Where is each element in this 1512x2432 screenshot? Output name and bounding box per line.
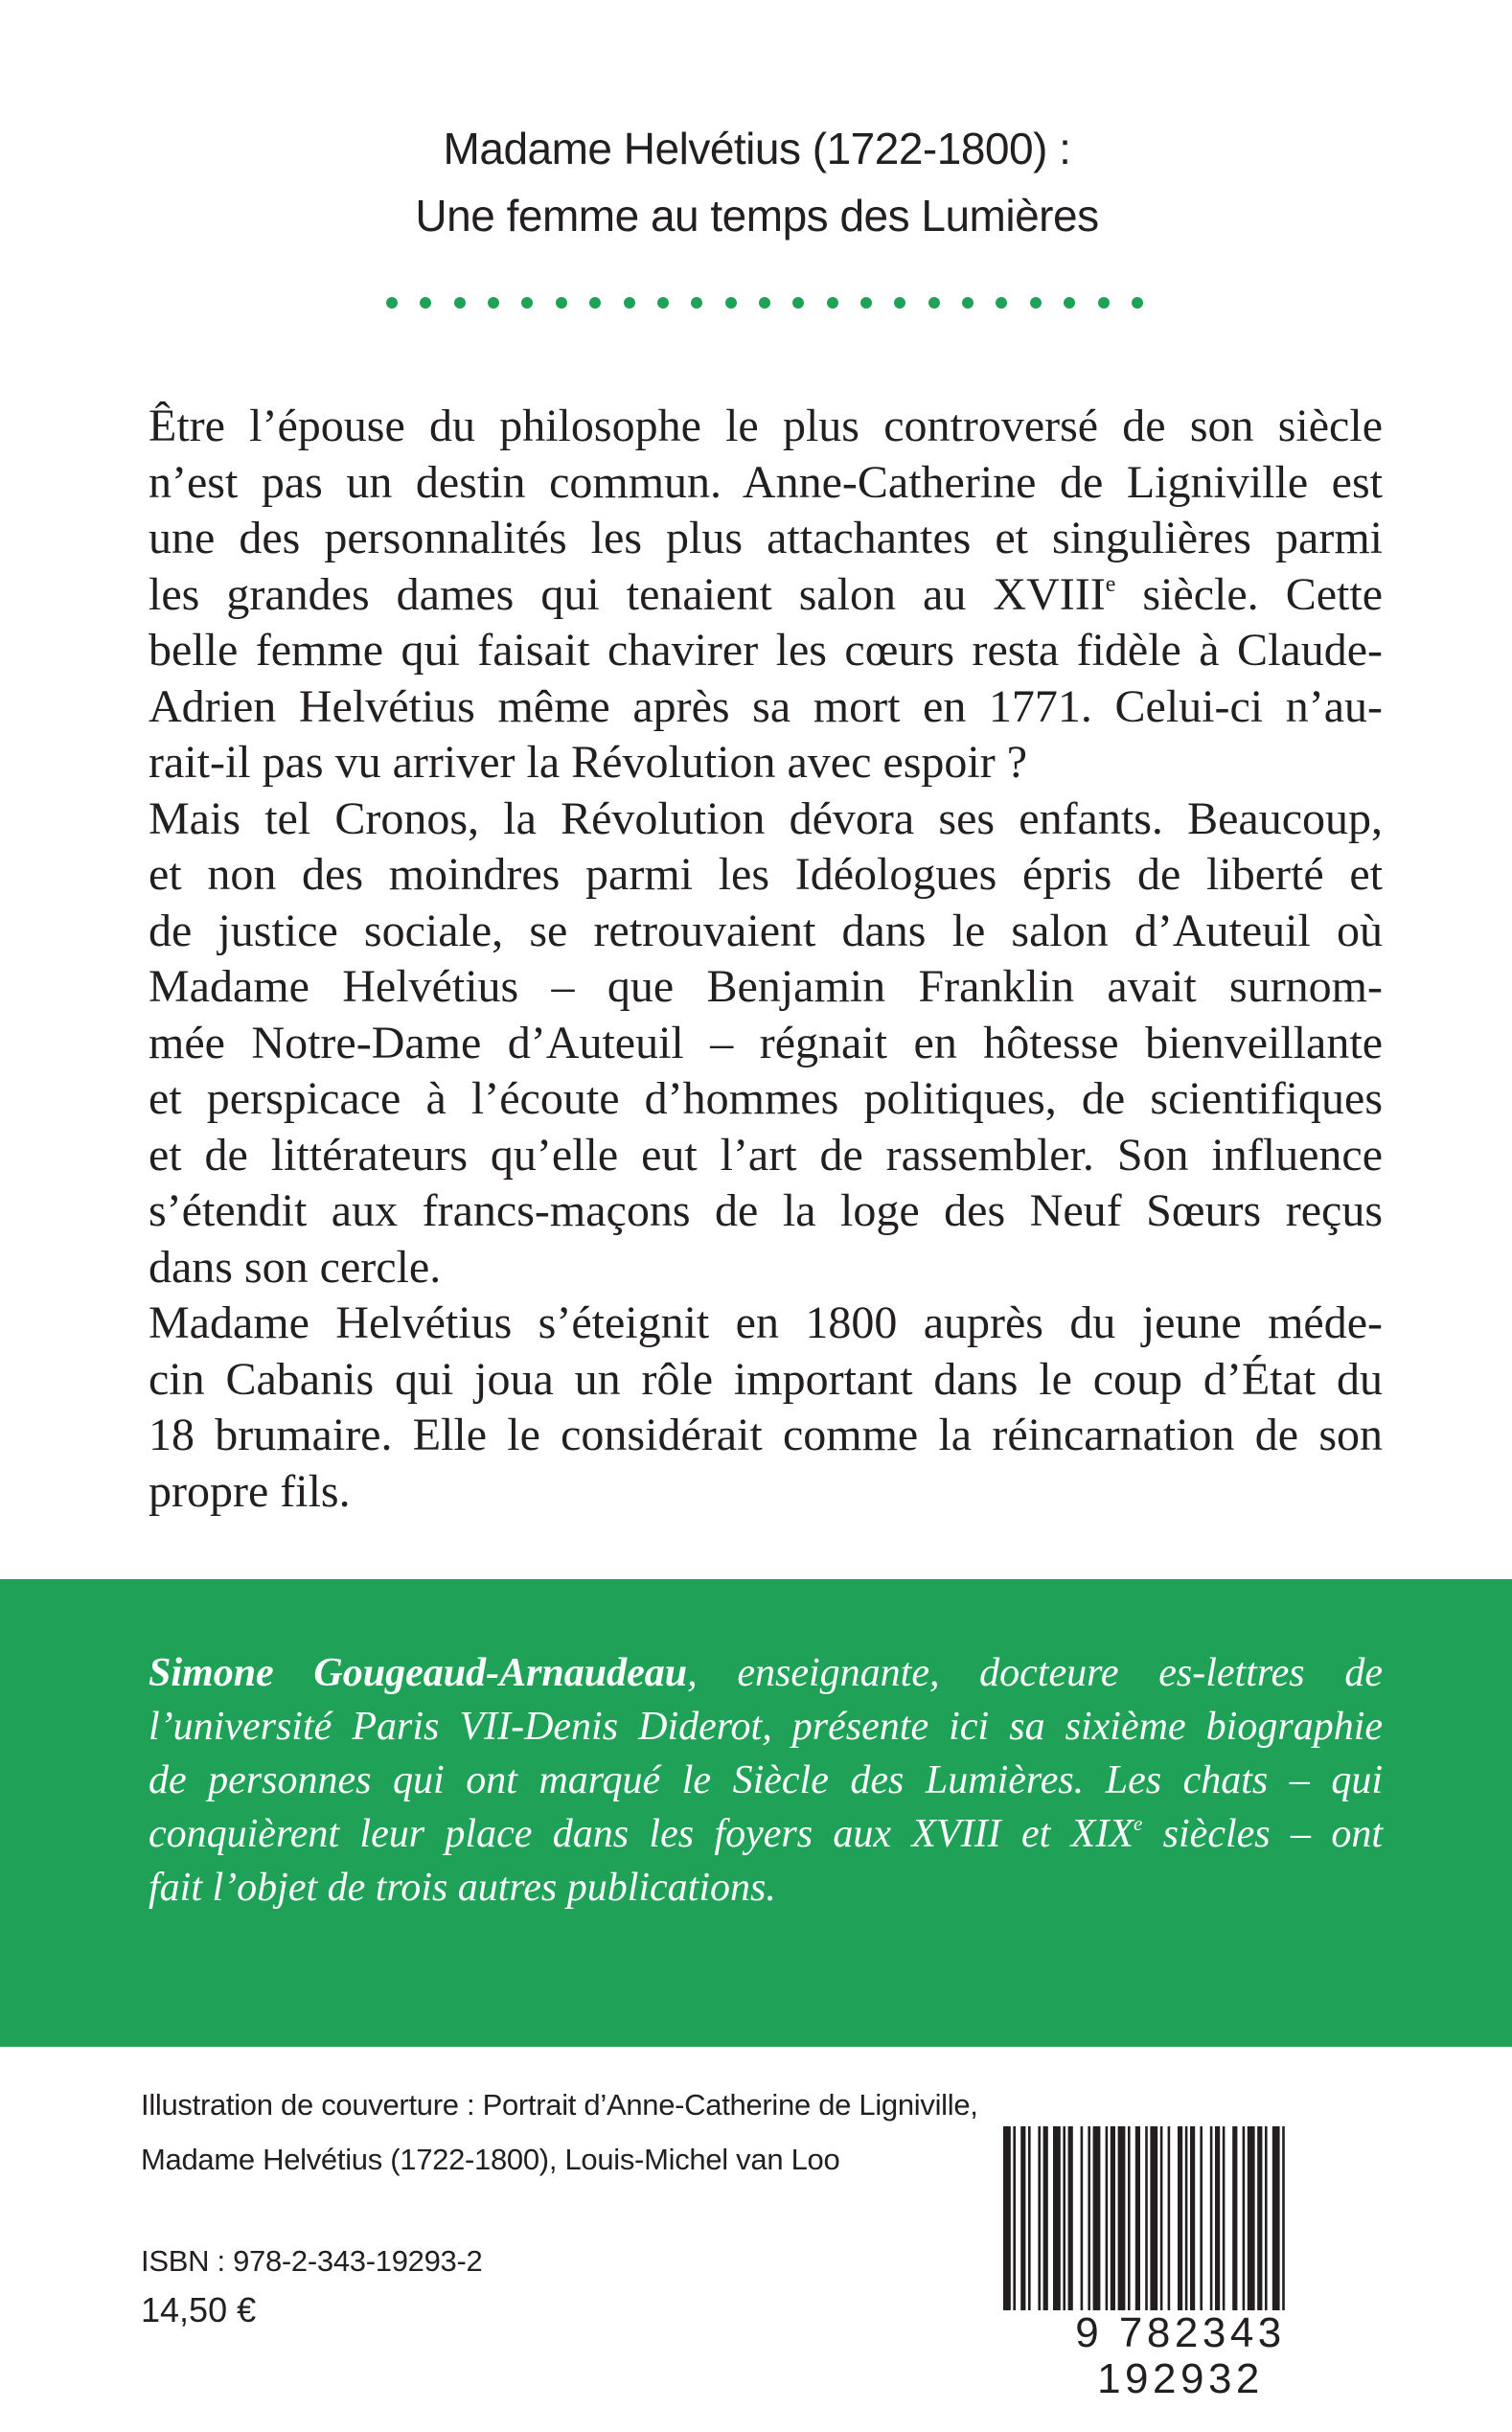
blurb-line: mée Notre-Dame d’Auteuil – régnait en hôtesse bienveillante: [149, 1017, 1383, 1068]
blurb-line: 18 brumaire. Elle le considérait comme la réincarnation de son: [149, 1410, 1383, 1460]
back-cover-blurb: [149, 399, 1383, 1520]
blurb-line: Mais tel Cronos, la Révolution dévora ses enfants. Beaucoup,: [149, 792, 1383, 844]
blurb-line: Madame Helvétius s’éteignit en 1800 auprès du jeune méde-: [149, 1297, 1383, 1348]
isbn: ISBN : 978-2-343-19293-2: [141, 2244, 483, 2278]
barcode-bars: [994, 2126, 1367, 2318]
blurb-line: Adrien Helvétius même après sa mort en 1771. Celui-ci n’au-: [149, 680, 1383, 732]
blurb-line: propre fils.: [149, 1465, 351, 1517]
bio-line: Simone Gougeaud-Arnaudeau, enseignante, docteure es-lettres de: [149, 1651, 1383, 1695]
blurb-line: Madame Helvétius – que Benjamin Franklin avait surnom-: [149, 961, 1383, 1012]
barcode-digits: 9 782343 192932: [994, 2310, 1367, 2402]
title-line-2: Une femme au temps des Lumières: [415, 191, 1099, 241]
blurb-line: de justice sociale, se retrouvaient dans le salon d’Auteuil où: [149, 905, 1383, 956]
credit-line-1: Illustration de couverture : Portrait d’Anne-Catherine de Ligniville,: [141, 2088, 978, 2122]
blurb-line: dans son cercle.: [149, 1241, 442, 1293]
blurb-line: cin Cabanis qui joua un rôle important dans le coup d’État du: [149, 1353, 1383, 1405]
blurb-line: une des personnalités les plus attachantes et singulières parmi: [149, 513, 1383, 563]
author-bio: [149, 1646, 1383, 1915]
author-name: Simone Gougeaud-Arnaudeau: [149, 1651, 688, 1695]
blurb-line: et non des moindres parmi les Idéologues épris de liberté et: [149, 849, 1383, 900]
bio-line: l’université Paris VII-Denis Diderot, présente ici sa sixième biographie: [149, 1705, 1383, 1749]
cover-illustration-credit: [141, 2077, 1099, 2187]
bio-line: conquièrent leur place dans les foyers aux XVIII et XIXe siècles – ont: [149, 1812, 1383, 1856]
bio-line: de personnes qui ont marqué le Siècle des Lumières. Les chats – qui: [149, 1758, 1383, 1802]
bio-line: fait l’objet de trois autres publications.: [149, 1866, 776, 1910]
price: 14,50 €: [141, 2290, 257, 2329]
blurb-line: les grandes dames qui tenaient salon au XVIIIe siècle. Cette: [149, 568, 1383, 620]
blurb-line: s’étendit aux francs-maçons de la loge des Neuf Sœurs reçus: [149, 1185, 1383, 1236]
title-line-1: Madame Helvétius (1722-1800) :: [443, 124, 1071, 173]
blurb-line: n’est pas un destin commun. Anne-Catherine de Ligniville est: [149, 456, 1383, 508]
credit-line-2: Madame Helvétius (1722-1800), Louis-Michel van Loo: [141, 2143, 840, 2176]
blurb-line: et perspicace à l’écoute d’hommes politiques, de scientifiques: [149, 1073, 1383, 1124]
barcode: [994, 2126, 1367, 2402]
blurb-line: belle femme qui faisait chavirer les cœurs resta fidèle à Claude-: [149, 625, 1383, 676]
blurb-line: Être l’épouse du philosophe le plus controversé de son siècle: [149, 401, 1383, 451]
book-title: [0, 115, 1512, 249]
dotted-divider: [386, 293, 1143, 312]
blurb-line: et de littérateurs qu’elle eut l’art de rassembler. Son influence: [149, 1129, 1383, 1181]
blurb-line: rait-il pas vu arriver la Révolution avec espoir ?: [149, 737, 1027, 788]
